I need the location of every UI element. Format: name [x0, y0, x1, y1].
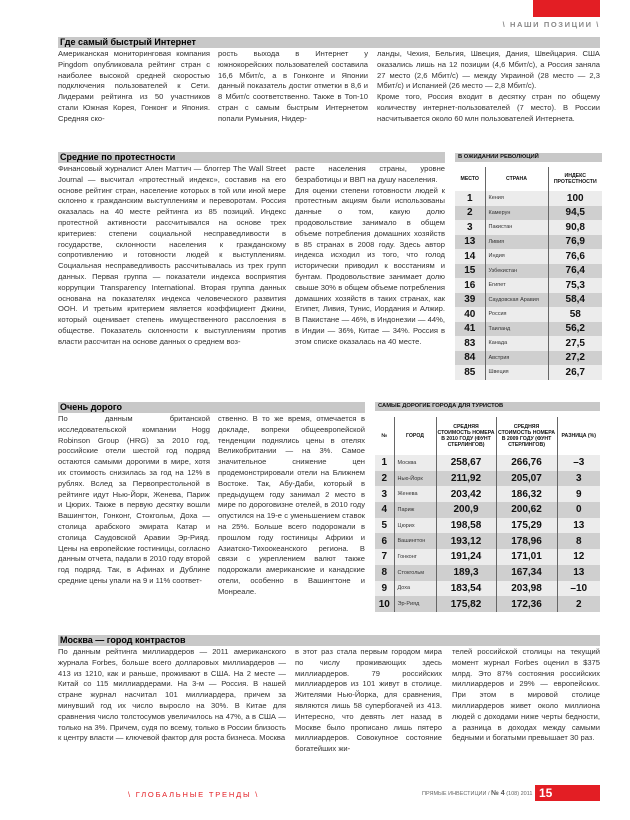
value-cell: 203,42 — [436, 486, 496, 502]
column-header: МЕСТО — [460, 176, 479, 182]
value-cell: 9 — [375, 581, 394, 597]
article-column — [377, 49, 600, 125]
value-cell: –3 — [557, 455, 600, 471]
value-cell: 2 — [455, 206, 485, 221]
name-cell: Россия — [485, 307, 548, 322]
value-cell: 27,2 — [548, 351, 602, 366]
footer-section-name: \ ГЛОБАЛЬНЫЕ ТРЕНДЫ \ — [128, 790, 260, 799]
value-cell: 40 — [455, 307, 485, 322]
name-cell: Египет — [485, 278, 548, 293]
value-cell: 100 — [548, 191, 602, 206]
value-cell: 76,6 — [548, 249, 602, 264]
name-cell: Доха — [394, 581, 436, 597]
value-cell: 167,34 — [496, 565, 557, 581]
name-cell: Женева — [394, 486, 436, 502]
value-cell: 198,58 — [436, 518, 496, 534]
name-cell: Гонконг — [394, 549, 436, 565]
table-row — [455, 206, 602, 221]
table-row — [455, 235, 602, 250]
table-row — [375, 533, 600, 549]
table-row — [455, 293, 602, 308]
value-cell: 186,32 — [496, 486, 557, 502]
value-cell: 203,98 — [496, 581, 557, 597]
name-cell: Нью-Йорк — [394, 471, 436, 487]
article-column — [295, 164, 445, 348]
table-row — [375, 455, 600, 471]
article-title-expensive: Очень дорого — [58, 402, 365, 413]
table-row — [455, 351, 602, 366]
value-cell: 258,67 — [436, 455, 496, 471]
issue-extra: (108) 2011 — [506, 791, 533, 797]
value-cell: 8 — [375, 565, 394, 581]
paragraph: Кроме того, Россия входит в десятку стран по общему количеству интернет-пользователей (7 место). В России насчитывается около 60 млн пользователей Интернета. — [377, 92, 600, 123]
value-cell: 58,4 — [548, 293, 602, 308]
article-title-internet: Где самый быстрый Интернет — [58, 37, 600, 48]
table-row — [375, 486, 600, 502]
name-cell: Камерун — [485, 206, 548, 221]
table-title: САМЫЕ ДОРОГИЕ ГОРОДА ДЛЯ ТУРИСТОВ — [375, 402, 600, 411]
value-cell: 41 — [455, 322, 485, 337]
article-column: По данным рейтинга миллиардеров — 2011 американского журнала Forbes, больше всего долларовых миллиардеров — 413 из 1210, как и раньше, проживают в США. На 2 месте — Китай со 115 миллиардерами. На 3-м — Россия. В нашей стране журнал насчитал 101 миллиардера, причем за минувший год их число выросло на 30%. В Китае для сравнения число толстосумов увеличилось на 47%, а в США — только на 3%. Причем, судя по всему, только в России близость к центру власти — ключевой фактор для роста бизнеса. Москва — [58, 647, 286, 743]
value-cell: 5 — [375, 518, 394, 534]
value-cell: 13 — [455, 235, 485, 250]
table-row — [375, 471, 600, 487]
value-cell: 2 — [375, 471, 394, 487]
value-cell: 175,82 — [436, 596, 496, 612]
article-column: Финансовый журналист Ален Маттич — блоггер The Wall Street Journal — высчитал «протестный индекс», составив на его основе рейтинг стран, население которых в той или иной мере склонно к гражданским выступлениям и переворотам. Россия оказалась на 40 месте рейтинга из 85 позиций. Индекс протестной активности рассчитывался на основе трех критериев: степени социальной несправедливости в государстве, склонности населения к гражданскому сопротивлению и готовности людей к выступлениям. Социальная несправедливость рассчитывалась из трех групп данных. Первая группа — показатели индекса восприятия коррупции Transparency International. Вторая группа данных основана на показателях индекса человеческого развития ООН. И третьим критерием является коэффициент Джини, который оценивает степень имущественного расслоения в обществе. Показатель склонности к выступлениям против власти рассчитан на основе данных о среднем воз- — [58, 164, 286, 346]
value-cell: 3 — [375, 486, 394, 502]
value-cell: 58 — [548, 307, 602, 322]
value-cell: 200,9 — [436, 502, 496, 518]
name-cell: Кения — [485, 191, 548, 206]
value-cell: 1 — [455, 191, 485, 206]
column-header: РАЗНИЦА (%) — [557, 417, 600, 455]
value-cell: 4 — [375, 502, 394, 518]
name-cell: Индия — [485, 249, 548, 264]
value-cell: 8 — [557, 533, 600, 549]
value-cell: 10 — [375, 596, 394, 612]
value-cell: 84 — [455, 351, 485, 366]
table-title: В ОЖИДАНИИ РЕВОЛЮЦИЙ — [455, 153, 602, 162]
paragraph: ланды, Чехия, Бельгия, Швеция, Дания, Швейцария. США оказались лишь на 12 позиции (4,6 Мбит/с), а Россия заняла 27 место (2,6 Мбит/с) — между Украиной (28 место — 2,3 Мбит/с) и Испанией (26 место — 2,8 Мбит/с). — [377, 49, 600, 91]
value-cell: 76,9 — [548, 235, 602, 250]
value-cell: 205,07 — [496, 471, 557, 487]
column-header: ИНДЕКС ПРОТЕСТНОСТИ — [548, 167, 602, 191]
value-cell: 27,5 — [548, 336, 602, 351]
value-cell: 175,29 — [496, 518, 557, 534]
value-cell: 15 — [455, 264, 485, 279]
name-cell: Пакистан — [485, 220, 548, 235]
value-cell: 191,24 — [436, 549, 496, 565]
table-row — [455, 220, 602, 235]
article-title-protest: Средние по протестности — [58, 152, 445, 163]
value-cell: 90,8 — [548, 220, 602, 235]
value-cell: 12 — [557, 549, 600, 565]
value-cell: 178,96 — [496, 533, 557, 549]
paragraph: расте населения страны, уровне безработицы и ВВП на душу населения. — [295, 164, 445, 184]
value-cell: 6 — [375, 533, 394, 549]
table-row — [455, 278, 602, 293]
table-row — [455, 322, 602, 337]
value-cell: 7 — [375, 549, 394, 565]
expensive-cities-table — [375, 402, 602, 612]
value-cell: –10 — [557, 581, 600, 597]
article-column: Американская мониторинговая компания Pingdom опубликовала рейтинг стран с наиболее высокой средней скоростью подключения пользователей к Сети. Лидерами рейтинга из 50 участников стали Южная Корея, Гонконг и Япония. Средняя ско- — [58, 49, 210, 123]
value-cell: 3 — [557, 471, 600, 487]
value-cell: 189,3 — [436, 565, 496, 581]
name-cell: Цюрих — [394, 518, 436, 534]
name-cell: Канада — [485, 336, 548, 351]
article-column: По данным британской исследовательской компании Hogg Robinson Group (HRG) за 2010 год, российские отели шестой год подряд остаются самыми дорогими в мире, хотя их стоимость снизилась за год на 12% в рублях. Вслед за Первопрестольной в рейтинге идут Нью-Йорк, Женева, Париж и Цюрих. Также в первую десятку вошли Вашингтон, Гонконг, Стокгольм, Доха — столица арабского эмирата Катар и столица Саудовской Аравии Эр-Рияд. Цены на европейские гостиницы, согласно данным отчета, падали в 2010 году второй год подряд. Так, в Афинах и Дублине средние цены упали на 9 и 11% соответ- — [58, 414, 210, 585]
name-cell: Таиланд — [485, 322, 548, 337]
table-row — [375, 596, 600, 612]
name-cell: Москва — [394, 455, 436, 471]
page-number: 15 — [535, 785, 600, 801]
paragraph: Для оценки степени готовности людей к протестным акциям были использованы данные о том, какую долю продовольствие занимало в общем объеме потребления домашних хозяйств в 85 странах в 2008 году. Здесь автор индекса исходил из того, что голод исторически приводил к восстаниям и бунтам. Продовольствие занимает долю свыше 30% в общем объеме потребления домашних хозяйств в таких странах, как Египет, Ливия, Тунис, Иордания и Алжир. В Пакистане — 46%, в Индонезии — 44%, в Индии — 36%, Китае — 34%. Россия в этом списке оказалась на 40 месте. — [295, 185, 445, 346]
value-cell: 171,01 — [496, 549, 557, 565]
magazine-name: ПРЯМЫЕ ИНВЕСТИЦИИ / — [422, 791, 490, 797]
value-cell: 200,62 — [496, 502, 557, 518]
table-row — [375, 565, 600, 581]
footer-magazine — [422, 790, 532, 797]
column-header: № — [381, 433, 388, 439]
value-cell: 13 — [557, 565, 600, 581]
value-cell: 85 — [455, 365, 485, 380]
column-header: СРЕДНЯЯ СТОИМОСТЬ НОМЕРА В 2010 ГОДУ (ФУНТ СТЕРЛИНГОВ) — [436, 417, 496, 455]
article-column: телей российской столицы на текущий момент журнал Forbes оценил в $375 млрд. Это 87% состояния российских миллиардеров и 29% — европейских. При этом в мировой столице миллиардеров живет около миллиона людей с доходами ниже черты бедности, а разница в доходах между самыми бедными и богатыми превышает 30 раз. — [452, 647, 600, 743]
table-row — [375, 581, 600, 597]
value-cell: 3 — [455, 220, 485, 235]
value-cell: 172,36 — [496, 596, 557, 612]
value-cell: 1 — [375, 455, 394, 471]
value-cell: 2 — [557, 596, 600, 612]
table-row — [455, 336, 602, 351]
section-kicker: \ НАШИ ПОЗИЦИИ \ — [502, 20, 600, 29]
article-column: рость выхода в Интернет у южнокорейских пользователей составила 16,6 Мбит/с, а в Гонконге и Японии данный показатель достиг отметки в 8,6 и 8 Мбит/с соответственно. Также в Топ-10 стран с самым быстрым Интернетом попали Румыния, Нидер- — [218, 49, 368, 123]
table-row — [455, 249, 602, 264]
name-cell: Швеция — [485, 365, 548, 380]
value-cell: 75,3 — [548, 278, 602, 293]
value-cell: 13 — [557, 518, 600, 534]
column-header: СРЕДНЯЯ СТОИМОСТЬ НОМЕРА В 2009 ГОДУ (ФУНТ СТЕРЛИНГОВ) — [496, 417, 557, 455]
value-cell: 76,4 — [548, 264, 602, 279]
table-row — [375, 518, 600, 534]
value-cell: 211,92 — [436, 471, 496, 487]
value-cell: 9 — [557, 486, 600, 502]
name-cell: Вашингтон — [394, 533, 436, 549]
name-cell: Эр-Рияд — [394, 596, 436, 612]
name-cell: Париж — [394, 502, 436, 518]
table-row — [375, 549, 600, 565]
value-cell: 14 — [455, 249, 485, 264]
name-cell: Стокгольм — [394, 565, 436, 581]
red-corner-block — [533, 0, 600, 17]
table-row — [455, 264, 602, 279]
value-cell: 183,54 — [436, 581, 496, 597]
column-header: СТРАНА — [485, 167, 548, 191]
table-row — [455, 365, 602, 380]
value-cell: 83 — [455, 336, 485, 351]
table-row — [375, 502, 600, 518]
table-row — [455, 191, 602, 206]
column-header: ГОРОД — [394, 417, 436, 455]
table-row — [455, 307, 602, 322]
article-column: в этот раз стала первым городом мира по числу проживающих здесь миллиардеров. 79 российских миллиардеров из 101 живут в столице. Жителями Нью-Йорка, для сравнения, являются лишь 58 супербогачей из 413. Интересно, что девять лет назад в Москве было прописано лишь пятеро миллиардеров. Совокупное состояние богатейших жи- — [295, 647, 442, 754]
value-cell: 266,76 — [496, 455, 557, 471]
name-cell: Саудовская Аравия — [485, 293, 548, 308]
name-cell: Австрия — [485, 351, 548, 366]
value-cell: 56,2 — [548, 322, 602, 337]
name-cell: Узбекистан — [485, 264, 548, 279]
value-cell: 39 — [455, 293, 485, 308]
value-cell: 16 — [455, 278, 485, 293]
name-cell: Ливия — [485, 235, 548, 250]
value-cell: 0 — [557, 502, 600, 518]
issue-number: № 4 — [491, 790, 505, 797]
value-cell: 94,5 — [548, 206, 602, 221]
article-title-moscow: Москва — город контрастов — [58, 635, 600, 646]
value-cell: 26,7 — [548, 365, 602, 380]
protest-index-table — [455, 153, 602, 380]
article-column: ственно. В то же время, отмечается в докладе, вопреки общеевропейской тенденции поднялись цены в отелях Великобритании — на 3%. Самое значительное снижение цен продемонстрировали отели на Ближнем Востоке. Так, Абу-Даби, который в предыдущем году занимал 2 место в мире по дороговизне отелей, в 2010 году опустился на 19-е с уменьшением ставок на 25%. Больше всего подорожали в прошлом году гостиницы Африки и Азиатско-Тихоокеанского региона. В связи с укреплением валют также подорожали американские и канадские отели, особенно в Вашингтоне и Монреале. — [218, 414, 365, 596]
value-cell: 193,12 — [436, 533, 496, 549]
